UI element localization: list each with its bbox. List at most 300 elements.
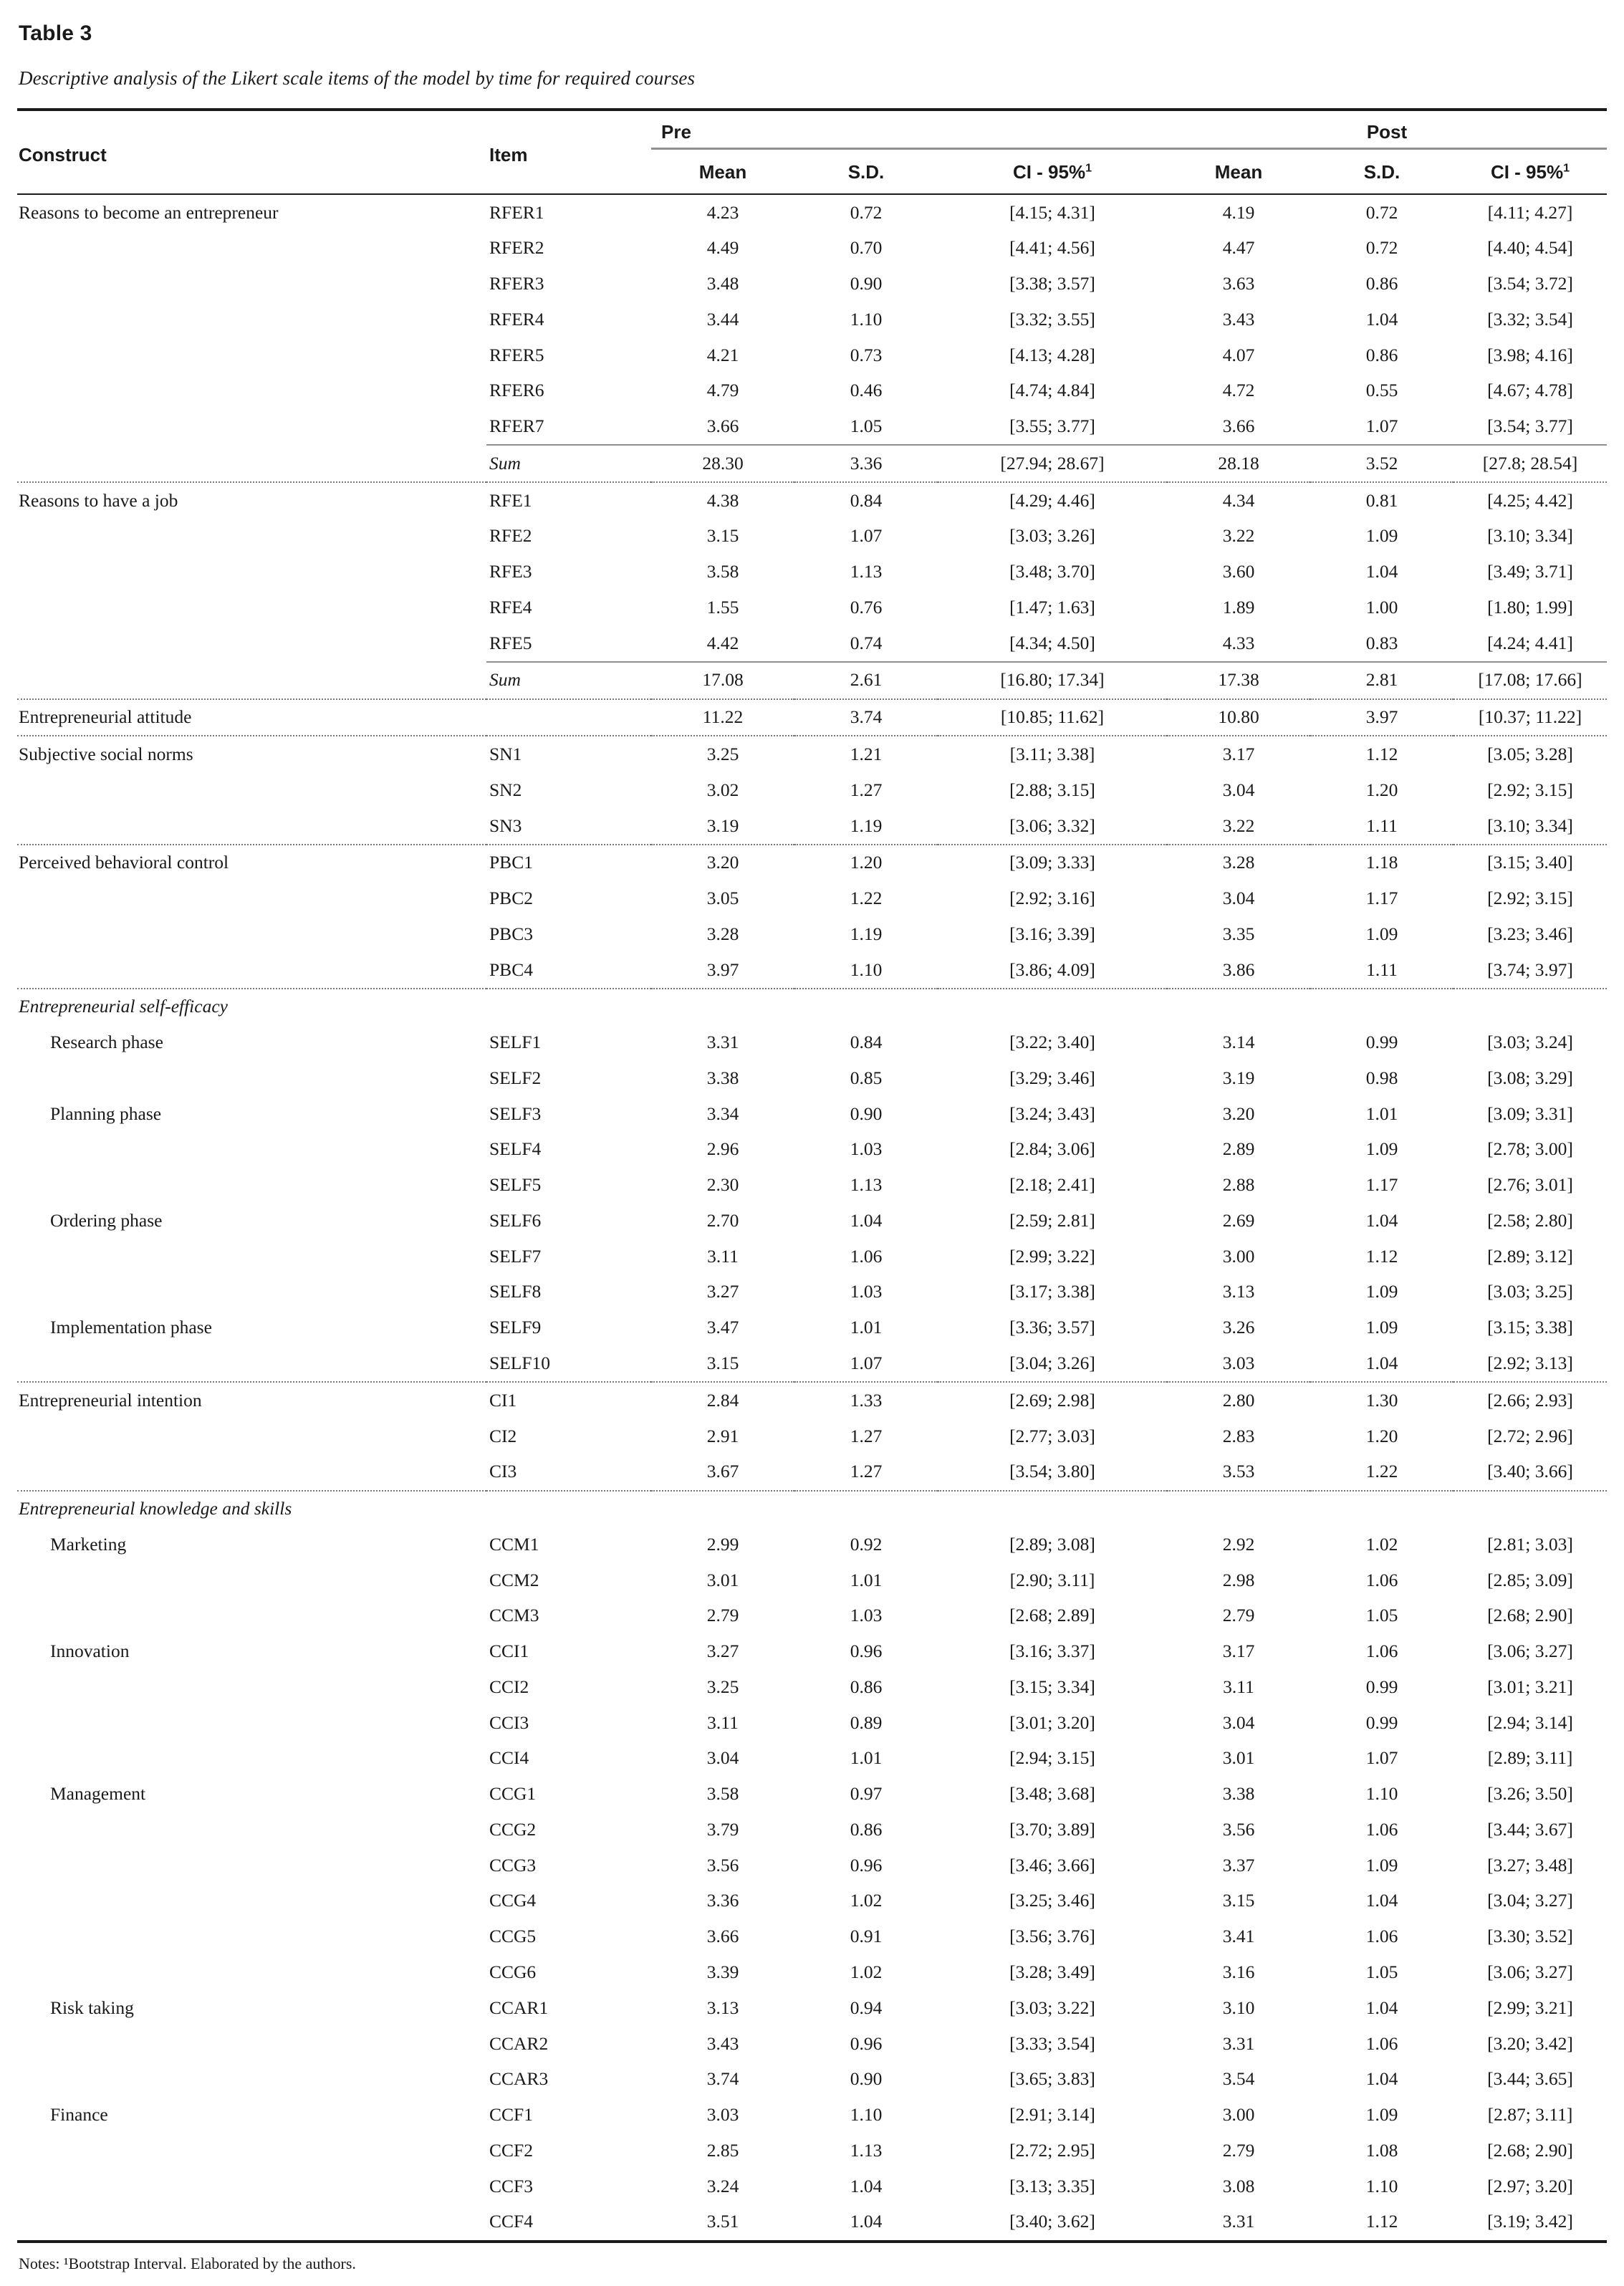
- construct-cell: Planning phase: [50, 1103, 162, 1124]
- header-pre-ci-footnote-marker: 1: [1085, 161, 1092, 175]
- item-cell: RFER1: [489, 201, 544, 223]
- header-post-mean: Mean: [1214, 161, 1263, 183]
- post-sd-cell: 1.05: [1365, 1605, 1398, 1626]
- pre-ci-cell: [938, 989, 1167, 1025]
- pre-sd-cell: 1.27: [850, 1425, 883, 1446]
- pre-mean-cell: 2.84: [706, 1389, 739, 1411]
- post-mean-cell: 3.04: [1222, 1711, 1255, 1733]
- item-cell: [486, 1491, 651, 1527]
- table-row: [17, 1741, 1607, 1777]
- construct-cell: [17, 590, 486, 625]
- pre-sd-cell: 1.01: [850, 1317, 883, 1338]
- pre-sd-cell: 1.07: [850, 525, 883, 547]
- pre-ci-cell: [3.04; 3.26]: [1009, 1353, 1095, 1373]
- item-cell: RFE4: [489, 596, 532, 618]
- table-row: [17, 302, 1607, 337]
- construct-cell: [17, 662, 486, 698]
- pre-sd-cell: 0.46: [850, 380, 883, 401]
- pre-ci-cell: [3.16; 3.39]: [1009, 923, 1095, 944]
- table-row: [17, 1418, 1607, 1454]
- pre-ci-cell: [3.70; 3.89]: [1009, 1818, 1095, 1840]
- construct-cell: Management: [50, 1783, 146, 1805]
- post-sd-cell: 1.12: [1365, 743, 1398, 764]
- construct-cell: [17, 1741, 486, 1777]
- post-sd-cell: 1.04: [1365, 1353, 1398, 1373]
- item-cell: CCG3: [489, 1854, 537, 1876]
- table-row: [17, 1527, 1607, 1562]
- post-ci-cell: [4.40; 4.54]: [1487, 237, 1573, 259]
- table-row: [17, 1883, 1607, 1919]
- pre-sd-cell: 1.02: [850, 1890, 883, 1911]
- post-ci-cell: [2.68; 2.90]: [1487, 2139, 1573, 2161]
- construct-cell: [17, 409, 486, 445]
- table-row: [17, 1777, 1607, 1812]
- pre-sd-cell: 1.13: [850, 2139, 883, 2161]
- item-cell: CCAR1: [489, 1997, 549, 2018]
- header-pre-ci-label: CI - 95%: [1012, 161, 1086, 183]
- construct-cell: [17, 337, 486, 373]
- post-sd-cell: 2.81: [1365, 669, 1398, 691]
- pre-mean-cell: 1.55: [706, 596, 739, 618]
- descriptive-statistics-table: [17, 108, 1607, 2243]
- pre-mean-cell: 3.36: [706, 1890, 739, 1911]
- item-cell: CCI4: [489, 1747, 529, 1769]
- item-cell: CCG6: [489, 1961, 537, 1983]
- table-row: [17, 2098, 1607, 2133]
- item-cell: CI3: [489, 1461, 517, 1482]
- pre-ci-cell: [3.11; 3.38]: [1009, 743, 1095, 764]
- post-ci-cell: [3.30; 3.52]: [1487, 1926, 1573, 1947]
- post-ci-cell: [2.68; 2.90]: [1487, 1605, 1573, 1626]
- pre-ci-cell: [3.25; 3.46]: [1009, 1890, 1095, 1911]
- pre-ci-cell: [27.94; 28.67]: [1000, 452, 1105, 474]
- item-cell: CCF1: [489, 2104, 533, 2126]
- construct-cell: [17, 1848, 486, 1883]
- pre-mean-cell: 3.27: [706, 1281, 739, 1302]
- construct-cell: [17, 302, 486, 337]
- pre-ci-cell: [2.88; 3.15]: [1009, 779, 1095, 800]
- table-row: [17, 337, 1607, 373]
- construct-cell: [17, 445, 486, 481]
- post-mean-cell: [1167, 989, 1310, 1025]
- pre-sd-cell: 0.89: [850, 1711, 883, 1733]
- pre-sd-cell: 1.10: [850, 308, 883, 330]
- item-cell: CI2: [489, 1425, 517, 1446]
- construct-cell: Finance: [50, 2104, 108, 2126]
- post-mean-cell: 2.83: [1222, 1425, 1255, 1446]
- pre-ci-cell: [3.55; 3.77]: [1009, 416, 1095, 437]
- post-ci-cell: [3.27; 3.48]: [1487, 1854, 1573, 1876]
- table-row: [17, 772, 1607, 808]
- pre-ci-cell: [4.34; 4.50]: [1009, 632, 1095, 653]
- pre-mean-cell: 3.04: [706, 1747, 739, 1769]
- construct-cell: [17, 881, 486, 917]
- post-sd-cell: 1.09: [1365, 2104, 1398, 2126]
- pre-ci-cell: [2.69; 2.98]: [1009, 1389, 1095, 1411]
- pre-sd-cell: 0.84: [850, 489, 883, 511]
- post-mean-cell: 17.38: [1218, 669, 1259, 691]
- post-sd-cell: 1.06: [1365, 2032, 1398, 2054]
- pre-sd-cell: 0.86: [850, 1676, 883, 1697]
- item-cell: CCF3: [489, 2175, 533, 2196]
- post-ci-cell: [3.09; 3.31]: [1487, 1103, 1573, 1124]
- item-cell: CCM1: [489, 1533, 539, 1555]
- construct-cell: [17, 1562, 486, 1598]
- post-sd-cell: 0.72: [1365, 237, 1398, 259]
- item-cell: SELF6: [489, 1209, 542, 1231]
- post-sd-cell: 1.04: [1365, 308, 1398, 330]
- pre-mean-cell: 3.03: [706, 2104, 739, 2126]
- item-cell: SN3: [489, 815, 522, 836]
- pre-sd-cell: 0.90: [850, 2068, 883, 2090]
- construct-cell: [17, 2062, 486, 2098]
- table-row: [17, 1669, 1607, 1705]
- post-ci-cell: [3.06; 3.27]: [1487, 1961, 1573, 1983]
- header-item: Item: [489, 144, 528, 165]
- pre-mean-cell: 3.27: [706, 1641, 739, 1662]
- table-row: [17, 845, 1607, 881]
- table-row: [17, 1239, 1607, 1274]
- table-body: [17, 194, 1607, 2240]
- post-sd-cell: 1.06: [1365, 1569, 1398, 1590]
- pre-mean-cell: 3.01: [706, 1569, 739, 1590]
- pre-ci-cell: [3.65; 3.83]: [1009, 2068, 1095, 2090]
- pre-sd-cell: 0.97: [850, 1783, 883, 1805]
- post-ci-cell: [4.11; 4.27]: [1487, 201, 1573, 223]
- post-mean-cell: 2.69: [1222, 1209, 1255, 1231]
- item-cell: Sum: [489, 452, 521, 474]
- construct-cell: [17, 772, 486, 808]
- post-ci-cell: [3.15; 3.40]: [1487, 852, 1573, 873]
- table-notes: Notes: ¹Bootstrap Interval. Elaborated by the authors.: [19, 2254, 356, 2272]
- post-ci-cell: [3.26; 3.50]: [1487, 1783, 1573, 1805]
- post-sd-cell: 1.09: [1365, 1138, 1398, 1160]
- header-post-ci-footnote-marker: 1: [1563, 161, 1570, 175]
- table-row: [17, 1203, 1607, 1239]
- pre-mean-cell: 2.96: [706, 1138, 739, 1160]
- pre-ci-cell: [3.48; 3.68]: [1009, 1783, 1095, 1805]
- construct-cell: [17, 2026, 486, 2062]
- item-cell: RFE5: [489, 632, 532, 653]
- construct-cell: [17, 2133, 486, 2169]
- pre-sd-cell: 1.27: [850, 779, 883, 800]
- construct-cell: Entrepreneurial attitude: [19, 706, 192, 728]
- pre-sd-cell: 0.72: [850, 201, 883, 223]
- pre-ci-cell: [3.86; 4.09]: [1009, 959, 1095, 980]
- table-row: [17, 1310, 1607, 1346]
- item-cell: SELF3: [489, 1103, 542, 1124]
- pre-sd-cell: 0.70: [850, 237, 883, 259]
- pre-ci-cell: [3.36; 3.57]: [1009, 1317, 1095, 1338]
- pre-mean-cell: 3.74: [706, 2068, 739, 2090]
- post-sd-cell: 1.20: [1365, 779, 1398, 800]
- pre-ci-cell: [2.91; 3.14]: [1009, 2104, 1095, 2126]
- pre-sd-cell: 1.13: [850, 561, 883, 582]
- table-row: [17, 625, 1607, 661]
- post-mean-cell: 4.33: [1222, 632, 1255, 653]
- post-mean-cell: 3.00: [1222, 2104, 1255, 2126]
- construct-cell: Perceived behavioral control: [19, 852, 229, 873]
- post-ci-cell: [3.03; 3.24]: [1487, 1032, 1573, 1053]
- item-cell: SELF7: [489, 1245, 542, 1267]
- post-ci-cell: [4.24; 4.41]: [1487, 632, 1573, 653]
- pre-ci-cell: [3.38; 3.57]: [1009, 273, 1095, 294]
- table-row: [17, 1990, 1607, 2026]
- pre-sd-cell: 1.19: [850, 815, 883, 836]
- pre-mean-cell: 4.79: [706, 380, 739, 401]
- header-pre-mean: Mean: [698, 161, 747, 183]
- pre-mean-cell: 3.67: [706, 1461, 739, 1482]
- pre-sd-cell: 1.33: [850, 1389, 883, 1411]
- table-header-group: [17, 108, 1607, 194]
- construct-cell: [17, 1060, 486, 1096]
- table-row: [17, 1132, 1607, 1168]
- item-cell: CCI3: [489, 1711, 529, 1733]
- table-row: [17, 916, 1607, 952]
- construct-cell: [17, 373, 486, 409]
- post-mean-cell: 3.22: [1222, 525, 1255, 547]
- post-mean-cell: 2.79: [1222, 2139, 1255, 2161]
- table-row: [17, 2204, 1607, 2240]
- pre-mean-cell: 11.22: [702, 706, 744, 728]
- post-ci-cell: [3.54; 3.77]: [1487, 416, 1573, 437]
- table-row: [17, 989, 1607, 1025]
- construct-cell: Entrepreneurial intention: [19, 1389, 202, 1411]
- post-sd-cell: 1.09: [1365, 923, 1398, 944]
- pre-sd-cell: 1.10: [850, 2104, 883, 2126]
- pre-sd-cell: 0.74: [850, 632, 883, 653]
- pre-ci-cell: [2.68; 2.89]: [1009, 1605, 1095, 1626]
- table-row: [17, 1274, 1607, 1310]
- construct-cell: Subjective social norms: [19, 743, 193, 764]
- post-ci-cell: [2.99; 3.21]: [1487, 1997, 1573, 2018]
- pre-sd-cell: 0.90: [850, 1103, 883, 1124]
- pre-mean-cell: 2.91: [706, 1425, 739, 1446]
- post-ci-cell: [2.92; 3.13]: [1487, 1353, 1573, 1373]
- pre-mean-cell: 3.15: [706, 525, 739, 547]
- post-ci-cell: [2.89; 3.11]: [1487, 1747, 1573, 1769]
- pre-sd-cell: 0.90: [850, 273, 883, 294]
- pre-ci-cell: [2.18; 2.41]: [1009, 1174, 1095, 1196]
- pre-mean-cell: 4.42: [706, 632, 739, 653]
- table-row: [17, 231, 1607, 266]
- table-row: [17, 590, 1607, 625]
- pre-sd-cell: 0.86: [850, 1818, 883, 1840]
- item-cell: CCF2: [489, 2139, 533, 2161]
- construct-cell: [17, 1598, 486, 1634]
- pre-mean-cell: [651, 989, 794, 1025]
- table-row: [17, 519, 1607, 554]
- pre-sd-cell: 1.03: [850, 1281, 883, 1302]
- item-cell: SELF10: [489, 1353, 551, 1373]
- pre-sd-cell: 1.19: [850, 923, 883, 944]
- pre-sd-cell: 0.96: [850, 1641, 883, 1662]
- post-sd-cell: 3.52: [1365, 452, 1398, 474]
- post-mean-cell: 3.11: [1223, 1676, 1254, 1697]
- construct-cell: [17, 1346, 486, 1382]
- post-sd-cell: 0.55: [1365, 380, 1398, 401]
- pre-sd-cell: 0.96: [850, 1854, 883, 1876]
- post-mean-cell: 3.13: [1222, 1281, 1255, 1302]
- post-ci-cell: [3.44; 3.67]: [1487, 1818, 1573, 1840]
- post-sd-cell: 1.17: [1365, 1174, 1398, 1196]
- post-ci-cell: [2.87; 3.11]: [1487, 2104, 1573, 2126]
- pre-sd-cell: 3.36: [850, 452, 883, 474]
- post-sd-cell: 1.22: [1365, 1461, 1398, 1482]
- post-sd-cell: 0.99: [1365, 1676, 1398, 1697]
- pre-ci-cell: [3.13; 3.35]: [1009, 2175, 1095, 2196]
- post-mean-cell: 3.54: [1222, 2068, 1255, 2090]
- pre-mean-cell: 3.05: [706, 888, 739, 909]
- post-mean-cell: 3.19: [1222, 1067, 1255, 1088]
- post-ci-cell: [2.85; 3.09]: [1487, 1569, 1573, 1590]
- construct-cell: [17, 1883, 486, 1919]
- pre-mean-cell: 3.97: [706, 959, 739, 980]
- construct-cell: [17, 554, 486, 590]
- post-sd-cell: 1.04: [1365, 561, 1398, 582]
- post-mean-cell: 3.14: [1222, 1032, 1255, 1053]
- post-mean-cell: 3.00: [1222, 1245, 1255, 1267]
- post-ci-cell: [3.32; 3.54]: [1487, 308, 1573, 330]
- bottom-rule: [17, 2240, 1607, 2242]
- post-mean-cell: 2.79: [1222, 1605, 1255, 1626]
- pre-mean-cell: 4.21: [706, 344, 739, 365]
- construct-cell: Entrepreneurial self-efficacy: [19, 996, 228, 1017]
- table-row: [17, 2169, 1607, 2204]
- construct-cell: Implementation phase: [50, 1317, 212, 1338]
- post-mean-cell: 2.92: [1222, 1533, 1255, 1555]
- post-sd-cell: 1.02: [1365, 1533, 1398, 1555]
- post-sd-cell: 1.04: [1365, 2068, 1398, 2090]
- pre-mean-cell: 3.13: [706, 1997, 739, 2018]
- item-cell: CCM3: [489, 1605, 539, 1626]
- pre-mean-cell: 2.85: [706, 2139, 739, 2161]
- pre-ci-cell: [4.41; 4.56]: [1009, 237, 1095, 259]
- pre-ci-cell: [4.13; 4.28]: [1009, 344, 1095, 365]
- post-sd-cell: 0.86: [1365, 273, 1398, 294]
- item-cell: CCG4: [489, 1890, 537, 1911]
- construct-cell: [17, 1132, 486, 1168]
- pre-sd-cell: 1.04: [850, 2211, 883, 2232]
- post-ci-cell: [3.74; 3.97]: [1487, 959, 1573, 980]
- post-sd-cell: 0.99: [1365, 1032, 1398, 1053]
- construct-cell: [17, 519, 486, 554]
- header-construct: Construct: [19, 144, 107, 165]
- group-header-row: [17, 110, 1607, 149]
- construct-cell: [17, 1274, 486, 1310]
- table-row: [17, 736, 1607, 772]
- post-sd-cell: 1.18: [1365, 852, 1398, 873]
- pre-mean-cell: 3.58: [706, 561, 739, 582]
- construct-cell: Research phase: [50, 1032, 163, 1053]
- pre-ci-cell: [3.56; 3.76]: [1009, 1926, 1095, 1947]
- pre-ci-cell: [3.48; 3.70]: [1009, 561, 1095, 582]
- header-post-ci-label: CI - 95%: [1490, 161, 1564, 183]
- item-cell: RFE3: [489, 561, 532, 582]
- construct-cell: [17, 2169, 486, 2204]
- post-mean-cell: 3.28: [1222, 852, 1255, 873]
- pre-ci-cell: [3.46; 3.66]: [1009, 1854, 1095, 1876]
- table-row: [17, 1634, 1607, 1670]
- pre-mean-cell: 3.38: [706, 1067, 739, 1088]
- pre-mean-cell: 3.51: [706, 2211, 739, 2232]
- post-sd-cell: 1.00: [1365, 596, 1398, 618]
- pre-mean-cell: 3.66: [706, 416, 739, 437]
- item-cell: RFER6: [489, 380, 544, 401]
- pre-sd-cell: 0.84: [850, 1032, 883, 1053]
- post-sd-cell: 1.04: [1365, 1890, 1398, 1911]
- item-cell: SELF1: [489, 1032, 542, 1053]
- pre-ci-cell: [3.29; 3.46]: [1009, 1067, 1095, 1088]
- post-ci-cell: [3.19; 3.42]: [1487, 2211, 1573, 2232]
- post-mean-cell: 3.38: [1222, 1783, 1255, 1805]
- pre-sd-cell: 0.85: [850, 1067, 883, 1088]
- table-row: [17, 1025, 1607, 1061]
- item-cell: [486, 699, 651, 736]
- item-cell: SELF2: [489, 1067, 542, 1088]
- post-ci-cell: [3.44; 3.65]: [1487, 2068, 1573, 2090]
- pre-mean-cell: 3.24: [706, 2175, 739, 2196]
- pre-mean-cell: 3.02: [706, 779, 739, 800]
- post-mean-cell: [1167, 1491, 1310, 1527]
- construct-cell: [17, 1168, 486, 1204]
- item-cell: CCF4: [489, 2211, 533, 2232]
- post-mean-cell: 3.66: [1222, 416, 1255, 437]
- table-row: [17, 373, 1607, 409]
- table-row: [17, 1705, 1607, 1741]
- post-ci-cell: [2.94; 3.14]: [1487, 1711, 1573, 1733]
- post-ci-cell: [2.81; 3.03]: [1487, 1533, 1573, 1555]
- table-row: [17, 662, 1607, 698]
- construct-cell: Ordering phase: [50, 1209, 163, 1231]
- pre-ci-cell: [2.59; 2.81]: [1009, 1209, 1095, 1231]
- pre-mean-cell: 3.43: [706, 2032, 739, 2054]
- post-mean-cell: 1.89: [1222, 596, 1255, 618]
- pre-sd-cell: 1.10: [850, 959, 883, 980]
- item-cell: RFER3: [489, 273, 544, 294]
- pre-sd-cell: 1.21: [850, 743, 883, 764]
- pre-mean-cell: 3.56: [706, 1854, 739, 1876]
- post-mean-cell: 3.31: [1222, 2032, 1255, 2054]
- pre-mean-cell: 3.79: [706, 1818, 739, 1840]
- pre-sd-cell: 1.06: [850, 1245, 883, 1267]
- post-sd-cell: 1.06: [1365, 1926, 1398, 1947]
- post-ci-cell: [1.80; 1.99]: [1487, 596, 1573, 618]
- construct-cell: [17, 916, 486, 952]
- pre-mean-cell: 2.70: [706, 1209, 739, 1231]
- item-cell: CCG1: [489, 1783, 537, 1805]
- pre-ci-cell: [3.17; 3.38]: [1009, 1281, 1095, 1302]
- item-cell: CI1: [489, 1389, 517, 1411]
- item-cell: RFE2: [489, 525, 532, 547]
- post-mean-cell: 3.22: [1222, 815, 1255, 836]
- post-mean-cell: 3.20: [1222, 1103, 1255, 1124]
- item-cell: CCM2: [489, 1569, 539, 1590]
- construct-cell: [17, 1454, 486, 1490]
- pre-sd-cell: 1.22: [850, 888, 883, 909]
- construct-cell: [17, 808, 486, 844]
- item-cell: CCI2: [489, 1676, 529, 1697]
- item-cell: RFE1: [489, 489, 532, 511]
- post-mean-cell: 3.04: [1222, 779, 1255, 800]
- pre-mean-cell: 3.66: [706, 1926, 739, 1947]
- pre-mean-cell: 3.39: [706, 1961, 739, 1983]
- post-ci-cell: [3.23; 3.46]: [1487, 923, 1573, 944]
- post-sd-cell: 1.04: [1365, 1209, 1398, 1231]
- post-sd-cell: 1.17: [1365, 888, 1398, 909]
- pre-sd-cell: 0.73: [850, 344, 883, 365]
- table-row: [17, 482, 1607, 519]
